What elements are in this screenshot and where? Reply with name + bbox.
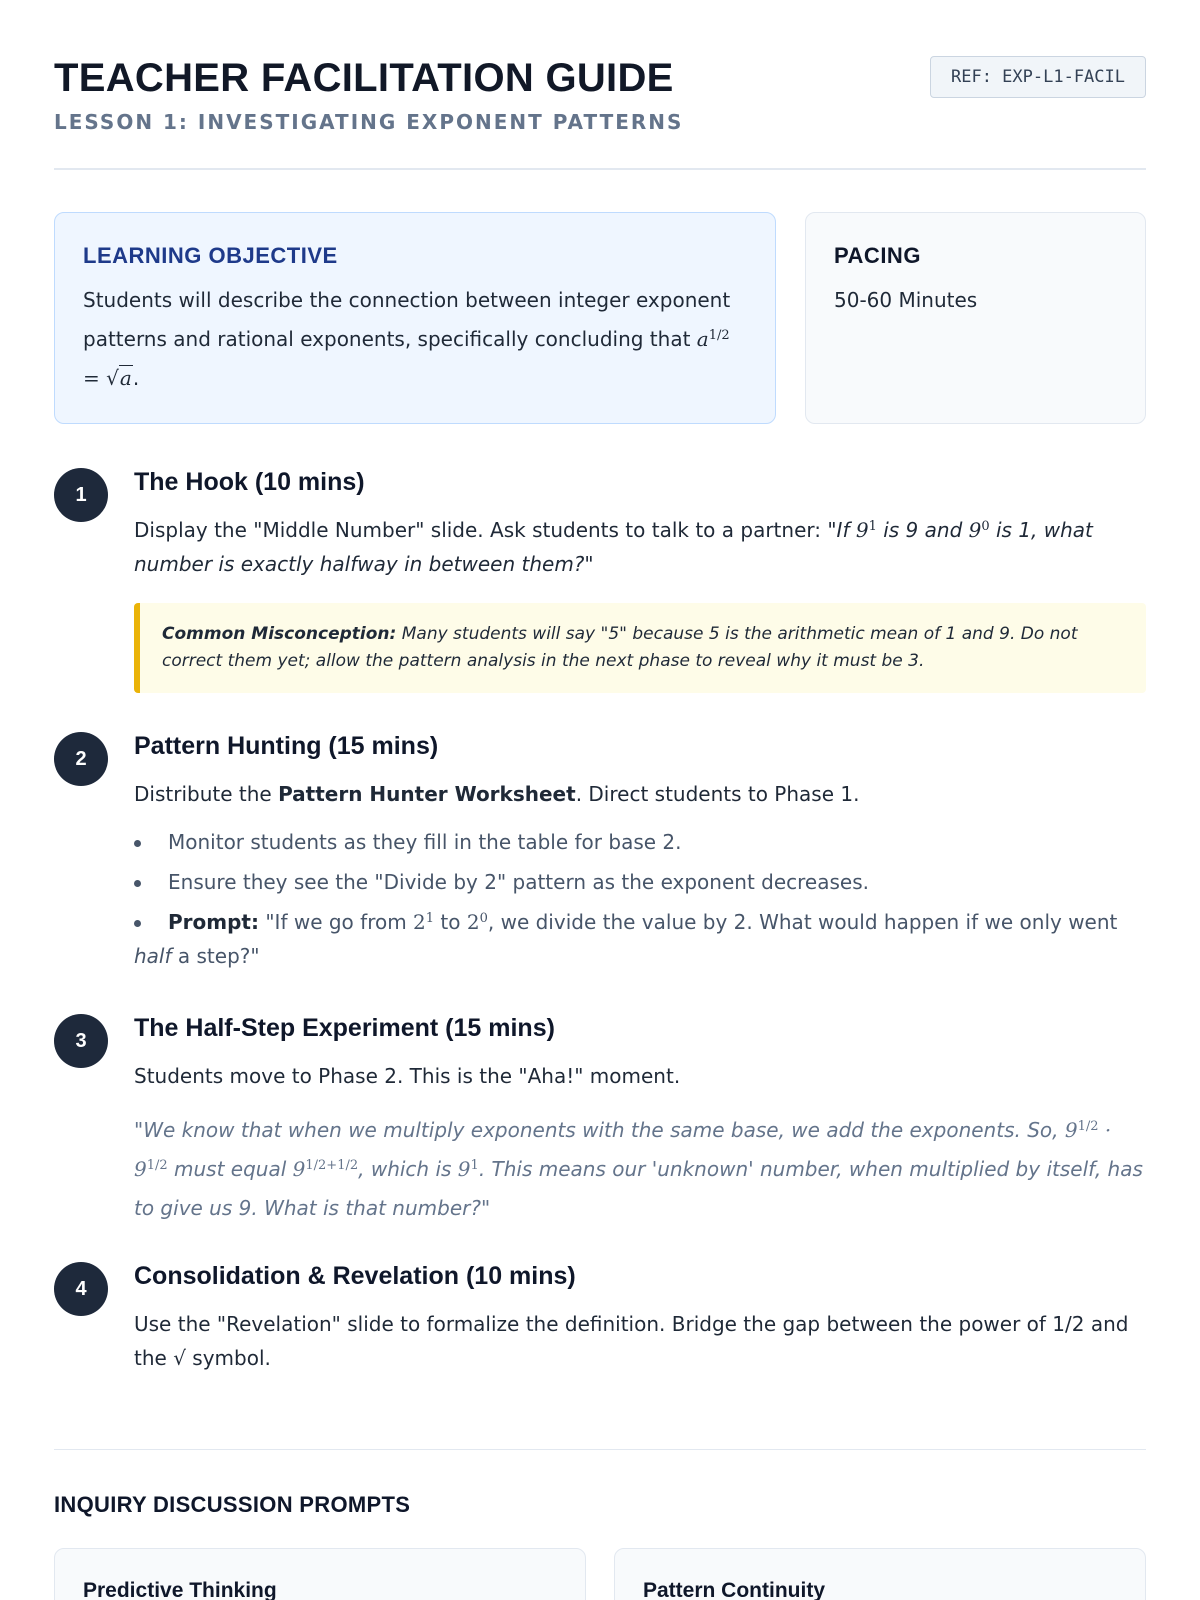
prompt-card-title: Predictive Thinking bbox=[83, 1579, 277, 1600]
objective-text: Students will describe the connection between integer exponent patterns and rational exponents, specifically concluding that bbox=[83, 288, 731, 351]
list-item: Monitor students as they fill in the table for base 2. bbox=[134, 825, 1146, 859]
step-title: Consolidation & Revelation (10 mins) bbox=[134, 1262, 576, 1290]
discussion-prompt-card bbox=[614, 1548, 1146, 1600]
math-operator: · bbox=[1098, 1118, 1112, 1142]
document-header bbox=[54, 56, 1146, 170]
step-number-badge: 1 bbox=[54, 468, 108, 522]
quote-part: . This means our 'unknown' number, when multiplied by itself, has to give us 9. What is that number?" bbox=[134, 1157, 1143, 1220]
math-base: 2 bbox=[466, 910, 480, 934]
step-number-badge: 4 bbox=[54, 1262, 108, 1316]
step-body bbox=[134, 468, 1146, 693]
prompt-card-title: Pattern Continuity bbox=[643, 1579, 825, 1600]
math-base: 9 bbox=[968, 518, 982, 542]
step-2-text: Distribute the bbox=[134, 782, 279, 806]
learning-objective-card bbox=[54, 212, 776, 424]
reference-badge: REF: EXP-L1-FACIL bbox=[930, 56, 1146, 98]
math-exponent: 1 bbox=[425, 910, 435, 926]
step-title: The Half-Step Experiment (15 mins) bbox=[134, 1014, 555, 1042]
step-text bbox=[134, 513, 1146, 581]
step-body bbox=[134, 1262, 1146, 1375]
document-title: TEACHER FACILITATION GUIDE bbox=[54, 56, 674, 100]
pacing-value: 50-60 Minutes bbox=[834, 288, 978, 312]
question-part: "If bbox=[827, 518, 856, 542]
callout-label: Common Misconception: bbox=[162, 624, 397, 644]
discussion-prompts-heading: INQUIRY DISCUSSION PROMPTS bbox=[54, 1492, 411, 1517]
math-exponent: 1/2 bbox=[1077, 1118, 1099, 1134]
objective-math-base: a bbox=[696, 327, 709, 351]
learning-objective-heading: LEARNING OBJECTIVE bbox=[83, 243, 338, 268]
math-base: 9 bbox=[1064, 1118, 1078, 1142]
prompt-label: Prompt: bbox=[168, 910, 259, 934]
prompt-emphasis: half bbox=[134, 944, 172, 968]
quote-part: "We know that when we multiply exponents with the same base, we add the exponents. So, bbox=[134, 1118, 1065, 1142]
pacing-heading: PACING bbox=[834, 243, 921, 268]
list-item: Ensure they see the "Divide by 2" pattern as the exponent decreases. bbox=[134, 865, 1146, 899]
step-2-bullet-list bbox=[134, 825, 1146, 973]
math-exponent: 1/2 bbox=[146, 1157, 168, 1173]
pacing-card bbox=[805, 212, 1146, 424]
learning-objective-text bbox=[83, 281, 747, 398]
square-root-symbol: √ bbox=[173, 1346, 186, 1370]
step-4-text-end: symbol. bbox=[185, 1346, 271, 1370]
math-base: 2 bbox=[413, 910, 426, 934]
math-base: 9 bbox=[855, 518, 869, 542]
prompt-part: to bbox=[434, 910, 467, 934]
math-exponent: 1 bbox=[470, 1157, 479, 1173]
step-body bbox=[134, 1014, 1146, 1228]
step-text: Students move to Phase 2. This is the "Aha!" moment. bbox=[134, 1064, 681, 1088]
objective-math-radicand: a bbox=[119, 366, 132, 390]
step-text bbox=[134, 777, 1146, 811]
teacher-script-quote bbox=[134, 1111, 1146, 1228]
step-body bbox=[134, 732, 1146, 979]
math-exponent: 1/2+1/2 bbox=[305, 1157, 359, 1173]
facilitation-guide-page bbox=[54, 0, 1146, 1600]
callout-text: Many students will say "5" because 5 is the arithmetic mean of 1 and 9. Do not correct them yet; allow the pattern analysis in the next phase to reveal why it must be 3. bbox=[162, 624, 1078, 671]
math-exponent: 1 bbox=[868, 518, 877, 534]
objective-end: . bbox=[132, 366, 140, 390]
prompt-part: , we divide the value by 2. What would happen if we only went bbox=[487, 910, 1118, 934]
objective-math-exponent: 1/2 bbox=[708, 327, 730, 343]
document-subtitle: LESSON 1: INVESTIGATING EXPONENT PATTERNS bbox=[54, 110, 684, 134]
math-base: 9 bbox=[457, 1157, 471, 1181]
objective-math-equals: = bbox=[83, 366, 107, 390]
step-title: Pattern Hunting (15 mins) bbox=[134, 732, 439, 760]
step-1-text: Display the "Middle Number" slide. Ask students to talk to a partner: bbox=[134, 518, 828, 542]
math-exponent: 0 bbox=[981, 518, 990, 534]
quote-part: must equal bbox=[167, 1157, 293, 1181]
misconception-callout bbox=[134, 603, 1146, 693]
step-text bbox=[134, 1307, 1146, 1375]
step-number-badge: 2 bbox=[54, 732, 108, 786]
math-base: 9 bbox=[134, 1157, 147, 1181]
question-part: is 9 and bbox=[876, 518, 969, 542]
prompt-part: "If we go from bbox=[258, 910, 414, 934]
step-2-text-end: . Direct students to Phase 1. bbox=[575, 782, 860, 806]
quote-part: , which is bbox=[358, 1157, 458, 1181]
step-title: The Hook (10 mins) bbox=[134, 468, 365, 496]
worksheet-name: Pattern Hunter Worksheet bbox=[278, 782, 576, 806]
step-4-text: Use the "Revelation" slide to formalize the definition. Bridge the gap between the power of 1/2 and the bbox=[134, 1312, 1129, 1370]
section-divider bbox=[54, 1449, 1146, 1450]
step-number-badge: 3 bbox=[54, 1014, 108, 1068]
question-part: is 1, what number is exactly halfway in between them?" bbox=[134, 518, 1093, 576]
math-exponent: 0 bbox=[479, 910, 488, 926]
prompt-part: a step?" bbox=[171, 944, 260, 968]
math-base: 9 bbox=[292, 1157, 306, 1181]
list-item bbox=[134, 905, 1146, 973]
square-root-expression: √a bbox=[106, 366, 132, 390]
discussion-prompt-card bbox=[54, 1548, 586, 1600]
